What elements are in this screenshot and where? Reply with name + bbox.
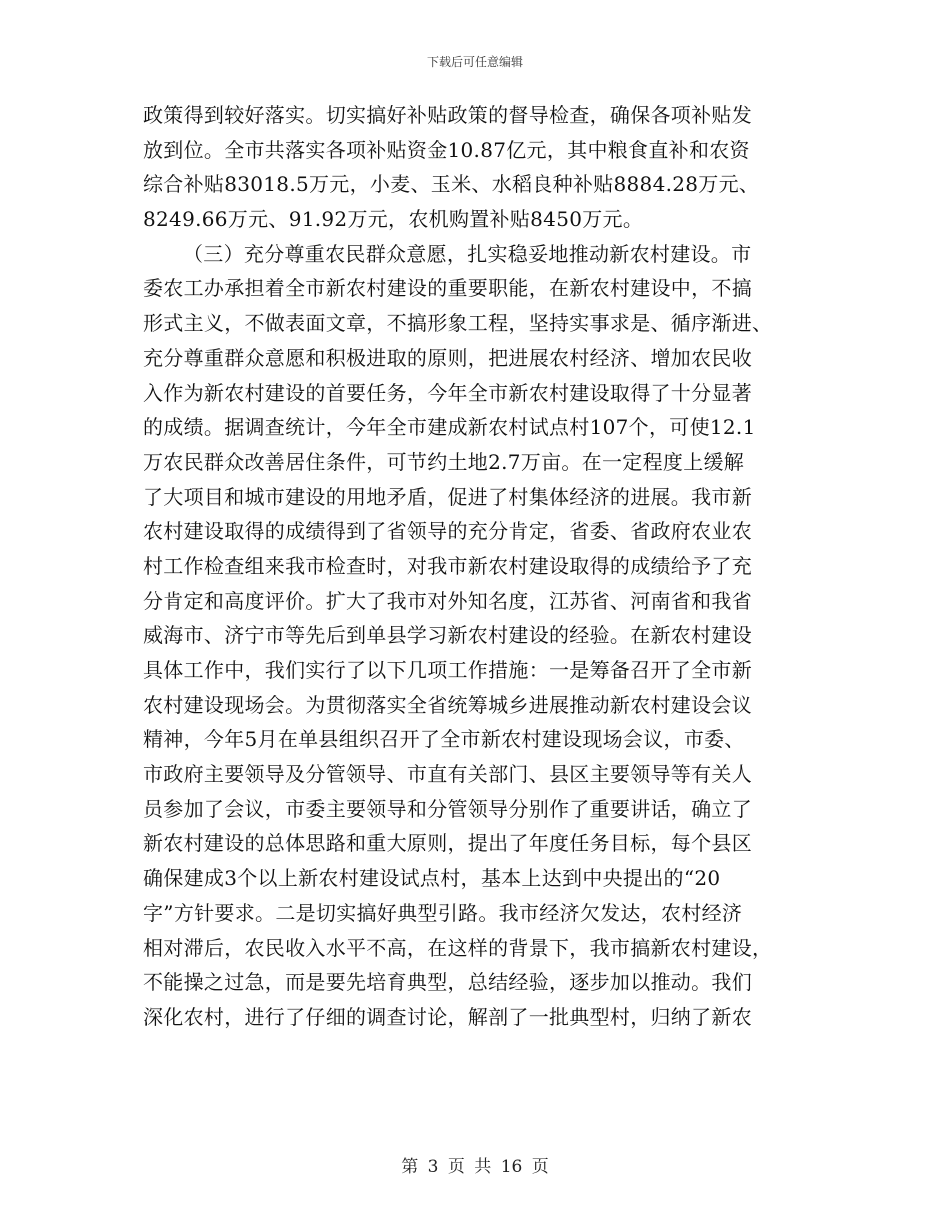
- text-line: 8249.66万元、91.92万元，农机购置补贴8450万元。: [143, 207, 644, 232]
- text-line: 不能操之过急，而是要先培育典型，总结经验，逐步加以推动。我们: [143, 970, 752, 995]
- text-line: 农村建设现场会。为贯彻落实全省统筹城乡进展推动新农村建设会议: [143, 692, 752, 717]
- text-line: 万农民群众改善居住条件，可节约土地2.7万亩。在一定程度上缓解: [143, 449, 745, 474]
- text-line: 字”方针要求。二是切实搞好典型引路。我市经济欠发达，农村经济: [143, 900, 743, 925]
- text-line: 具体工作中，我们实行了以下几项工作措施：一是筹备召开了全市新: [143, 658, 752, 682]
- text-line: 了大项目和城市建设的用地矛盾，促进了村集体经济的进展。我市新: [143, 484, 752, 509]
- text-line: 深化农村，进行了仔细的调查讨论，解剖了一批典型村，归纳了新农: [143, 1004, 752, 1029]
- text-line: 农村建设取得的成绩得到了省领导的充分肯定，省委、省政府农业农: [143, 519, 752, 544]
- text-line: 政策得到较好落实。切实搞好补贴政策的督导检查，确保各项补贴发: [143, 103, 752, 127]
- text-line: 的成绩。据调查统计，今年全市建成新农村试点村107个，可使12.1: [143, 415, 756, 440]
- page-number: 第 3 页 共 16 页: [401, 1157, 549, 1177]
- text-line: 入作为新农村建设的首要任务，今年全市新农村建设取得了十分显著: [143, 380, 752, 405]
- page-header-note: 下载后可任意编辑: [426, 55, 523, 69]
- text-line: 综合补贴83018.5万元，小麦、玉米、水稻良种补贴8884.28万元、: [143, 172, 760, 197]
- text-line: 形式主义，不做表面文章，不搞形象工程，坚持实事求是、循序渐进、: [143, 311, 773, 336]
- text-line: 放到位。全市共落实各项补贴资金10.87亿元，其中粮食直补和农资: [143, 137, 750, 162]
- text-line: 市政府主要领导及分管领导、市直有关部门、县区主要领导等有关人: [143, 762, 752, 787]
- text-line: 确保建成3个以上新农村建设试点村，基本上达到中央提出的“20: [143, 866, 721, 891]
- text-line: 精神，今年5月在单县组织召开了全市新农村建设现场会议，市委、: [143, 727, 745, 752]
- text-line: 充分尊重群众意愿和积极进取的原则，把进展农村经济、增加农民收: [143, 345, 752, 370]
- document-body: [143, 98, 807, 1035]
- text-line: 员参加了会议，市委主要领导和分管领导分别作了重要讲话，确立了: [143, 796, 752, 821]
- text-line: 村工作检查组来我市检查时，对我市新农村建设取得的成绩给予了充: [143, 553, 752, 578]
- text-line: （三）充分尊重农民群众意愿，扎实稳妥地推动新农村建设。市: [183, 241, 752, 266]
- text-line: 分肯定和高度评价。扩大了我市对外知名度，江苏省、河南省和我省: [143, 588, 752, 613]
- text-line: 委农工办承担着全市新农村建设的重要职能，在新农村建设中，不搞: [143, 276, 752, 301]
- text-line: 相对滞后，农民收入水平不高，在这样的背景下，我市搞新农村建设，: [143, 935, 773, 960]
- text-line: 威海市、济宁市等先后到单县学习新农村建设的经验。在新农村建设: [143, 623, 752, 648]
- text-line: 新农村建设的总体思路和重大原则，提出了年度任务目标，每个县区: [143, 831, 752, 856]
